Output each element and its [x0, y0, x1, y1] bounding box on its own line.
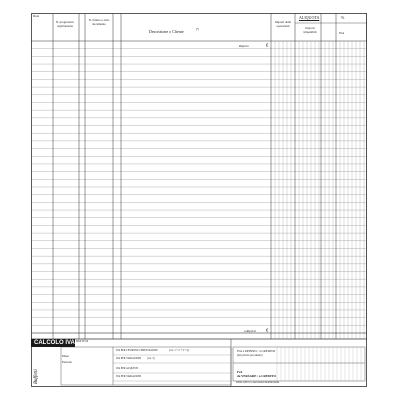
form-code: 6000 TF/20 — [76, 340, 89, 343]
period-label: Periodo — [62, 360, 72, 364]
register-sheet — [31, 13, 367, 387]
reg-number-header: N. progressivo registrazione — [55, 20, 75, 28]
amount-header: Importi delle operazioni — [274, 20, 292, 28]
percent-header: % — [341, 15, 345, 20]
debit-sub: (dal periodo precedente) — [237, 354, 263, 357]
register-grid — [31, 13, 367, 387]
carry-in-label: Riporto — [239, 44, 249, 48]
calc-left-box — [61, 347, 231, 385]
calc-line-1-sub: (col. 1 + 2 + 3 + 4) — [169, 349, 189, 352]
calc-line-1: IVA PER CESSIONI O PRESTAZIONI — [116, 349, 158, 352]
vat-header: IVA — [339, 31, 345, 35]
footer-note: D.P.R. 633/72 e successive modificazioni — [236, 381, 280, 384]
carry-out-label: a Riporto — [244, 329, 257, 333]
pay-line-1: IVA — [237, 370, 243, 374]
brand-logo: Buffetti — [34, 369, 39, 384]
date-header: Data — [33, 14, 40, 18]
debit-line: IVA a DEBITO / a CREDITO — [237, 349, 276, 353]
pay-line-2: da VERSARE / a CREDITO — [237, 374, 277, 378]
description-marker: (*) — [196, 28, 200, 31]
month-label: Mese — [62, 354, 69, 358]
outer-frame — [32, 14, 367, 387]
doc-number-header: N. fattura o altro documento — [88, 18, 110, 26]
calc-line-2-sub: (col. 5) — [147, 357, 155, 360]
carry-in-euro-icon: € — [266, 43, 269, 48]
calc-line-2: IVA PER VARIAZIONI — [116, 357, 142, 360]
calc-line-3: IVA PER ACQUISTI — [116, 367, 139, 370]
description-header: Descrizione o Cliente — [149, 29, 184, 34]
calc-banner: CALCOLO IVA — [31, 339, 75, 347]
calc-line-4: IVA PER VARIAZIONI — [116, 375, 142, 378]
taxable-header: Importi imponibili — [303, 26, 317, 34]
carry-out-euro-icon: € — [266, 328, 269, 333]
rate-header: ALIQUOTA — [299, 15, 320, 20]
